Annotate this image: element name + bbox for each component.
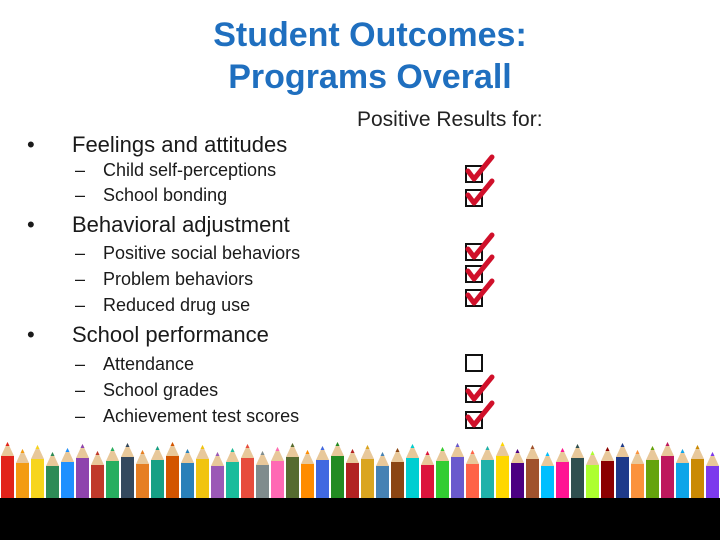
pencil: [316, 446, 329, 500]
pencil: [151, 446, 164, 500]
dash: –: [75, 160, 86, 180]
pencil: [466, 450, 479, 500]
dash: –: [75, 269, 86, 289]
pencil: [136, 450, 149, 500]
pencil: [436, 447, 449, 500]
pencil: [286, 443, 299, 500]
pencil: [511, 449, 524, 500]
list-item: [75, 269, 253, 290]
pencil: [601, 447, 614, 500]
bullet: •: [27, 132, 35, 157]
pencil: [646, 446, 659, 500]
pencil: [331, 442, 344, 500]
pencil: [31, 445, 44, 500]
pencil: [586, 451, 599, 500]
section-heading-school: [27, 322, 269, 348]
pencil: [391, 448, 404, 500]
pencil: [46, 452, 59, 500]
dash: –: [75, 380, 86, 400]
check-mark-icon: [465, 277, 495, 307]
bottom-bar: [0, 498, 720, 540]
section-heading-feelings: [27, 132, 287, 158]
pencil: [346, 449, 359, 500]
pencil: [406, 444, 419, 500]
dash: –: [75, 354, 86, 374]
results-header: Positive Results for:: [357, 108, 543, 131]
pencil: [496, 442, 509, 500]
pencil: [196, 445, 209, 500]
result-checkbox: [465, 189, 483, 207]
pencil: [556, 448, 569, 500]
pencil: [241, 444, 254, 500]
pencil: [571, 444, 584, 500]
pencil: [451, 443, 464, 500]
pencil: [661, 442, 674, 500]
list-item-label: Child self-perceptions: [103, 160, 277, 180]
check-mark-icon: [465, 399, 495, 429]
list-item: [75, 295, 250, 316]
pencil: [676, 449, 689, 500]
check-mark-icon: [465, 177, 495, 207]
list-item-label: Positive social behaviors: [103, 243, 301, 263]
pencil: [706, 452, 719, 500]
list-item-label: School bonding: [103, 185, 228, 205]
result-checkbox: [465, 354, 483, 372]
list-item-label: School grades: [103, 380, 219, 400]
list-item: [75, 380, 218, 401]
list-item-label: Attendance: [103, 354, 195, 374]
list-item: [75, 185, 227, 206]
result-checkbox: [465, 411, 483, 429]
pencil: [16, 449, 29, 500]
dash: –: [75, 185, 86, 205]
pencil: [301, 450, 314, 500]
pencil: [226, 448, 239, 500]
pencil: [166, 442, 179, 500]
pencil: [1, 442, 14, 500]
pencil: [61, 448, 74, 500]
pencil: [481, 446, 494, 500]
title-line-1: Student Outcomes:: [213, 16, 527, 54]
pencil: [271, 447, 284, 500]
pencil: [91, 451, 104, 500]
pencil: [526, 445, 539, 500]
pencil: [541, 452, 554, 500]
list-item: [75, 406, 299, 427]
pencil: [421, 451, 434, 500]
list-item-label: Achievement test scores: [103, 406, 300, 426]
list-item: [75, 354, 194, 375]
title-line-2: Programs Overall: [228, 58, 512, 96]
list-item-label: Reduced drug use: [103, 295, 251, 315]
pencil: [76, 444, 89, 500]
slide-title: [140, 14, 600, 98]
pencil: [211, 452, 224, 500]
pencil: [361, 445, 374, 500]
pencil: [256, 451, 269, 500]
dash: –: [75, 243, 86, 263]
list-item: [75, 243, 300, 264]
section-heading-behavioral: [27, 212, 290, 238]
pencil: [181, 449, 194, 500]
dash: –: [75, 295, 86, 315]
pencil: [691, 445, 704, 500]
pencil: [106, 447, 119, 500]
pencil: [616, 443, 629, 500]
bullet: •: [27, 322, 35, 347]
section-heading-label: Behavioral adjustment: [72, 212, 290, 237]
section-heading-label: Feelings and attitudes: [72, 132, 288, 157]
dash: –: [75, 406, 86, 426]
pencil: [121, 443, 134, 500]
bullet: •: [27, 212, 35, 237]
result-checkbox: [465, 289, 483, 307]
pencil: [376, 452, 389, 500]
colored-pencils-image: [0, 438, 720, 500]
list-item: [75, 160, 276, 181]
list-item-label: Problem behaviors: [103, 269, 254, 289]
section-heading-label: School performance: [72, 322, 269, 347]
pencil: [631, 450, 644, 500]
